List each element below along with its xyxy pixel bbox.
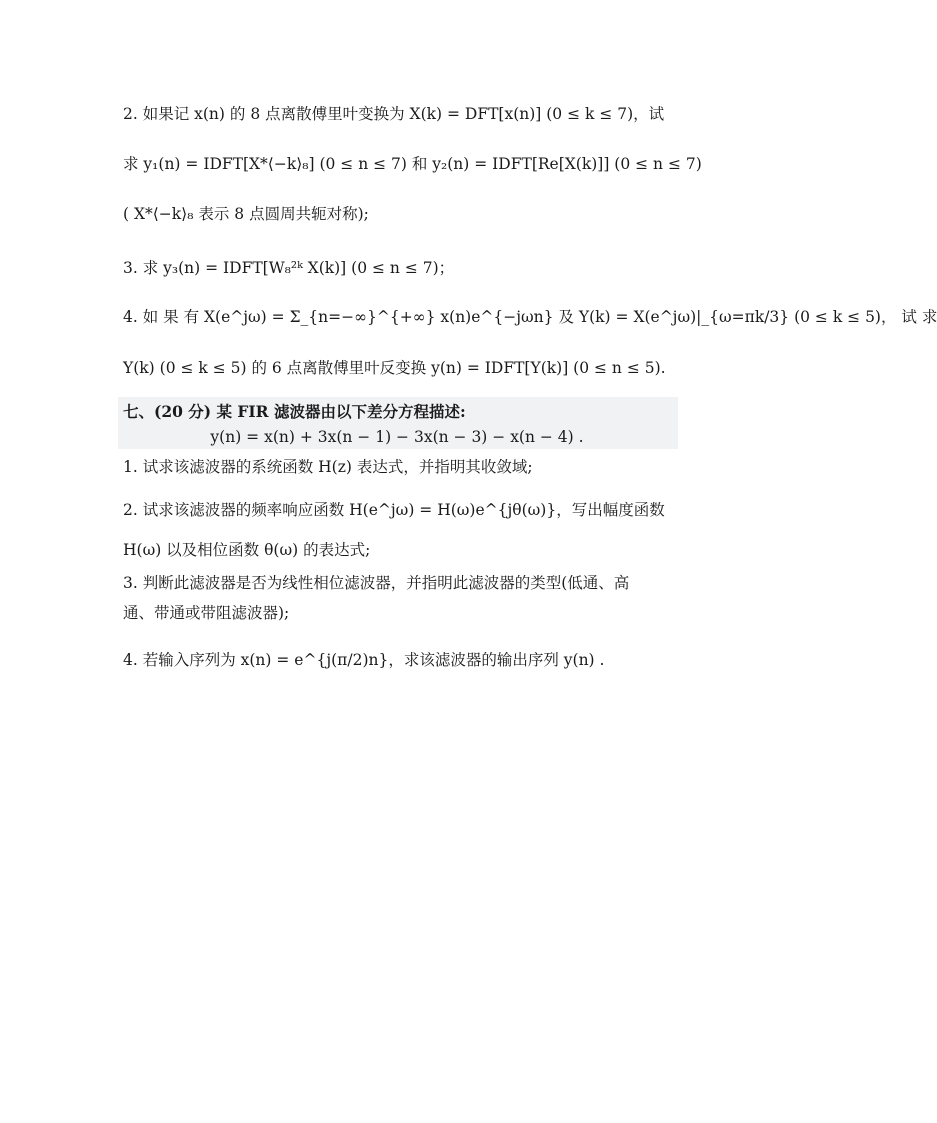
q7-part4: 4. 若输入序列为 x(n) = e^{j(π/2)n}，求该滤波器的输出序列 y(n) . (123, 651, 605, 669)
q6-part2-line2: 求 y₁(n) = IDFT[X*⟨−k⟩₈] (0 ≤ n ≤ 7) 和 y₂(n) = IDFT[Re[X(k)]] (0 ≤ n ≤ 7) (123, 155, 702, 173)
q6-part3: 3. 求 y₃(n) = IDFT[W₈²ᵏ X(k)] (0 ≤ n ≤ 7)； (123, 259, 455, 277)
q7-heading: 七、(20 分) 某 FIR 滤波器由以下差分方程描述: (123, 402, 466, 421)
q7-part2-line2: H(ω) 以及相位函数 θ(ω) 的表达式; (123, 541, 371, 559)
q7-part1: 1. 试求该滤波器的系统函数 H(z) 表达式，并指明其收敛域; (123, 458, 533, 476)
q6-part2-line3: ( X*⟨−k⟩₈ 表示 8 点圆周共轭对称); (123, 205, 369, 223)
q7-difference-equation: y(n) = x(n) + 3x(n − 1) − 3x(n − 3) − x(n − 4) . (210, 428, 584, 446)
q6-part4-line1: 4. 如 果 有 X(e^jω) = Σ_{n=−∞}^{+∞} x(n)e^{−jωn} 及 Y(k) = X(e^jω)|_{ω=πk/3} (0 ≤ k ≤ 5)， 试 求 (123, 308, 937, 326)
q7-part3-line2: 通、带通或带阻滤波器); (123, 604, 290, 622)
q6-part4-line2: Y(k) (0 ≤ k ≤ 5) 的 6 点离散傅里叶反变换 y(n) = IDFT[Y(k)] (0 ≤ n ≤ 5). (123, 359, 666, 377)
q7-part3-line1: 3. 判断此滤波器是否为线性相位滤波器，并指明此滤波器的类型(低通、高 (123, 574, 630, 592)
q6-part2-line1: 2. 如果记 x(n) 的 8 点离散傅里叶变换为 X(k) = DFT[x(n)] (0 ≤ k ≤ 7)，试 (123, 105, 665, 123)
q7-part2-line1: 2. 试求该滤波器的频率响应函数 H(e^jω) = H(ω)e^{jθ(ω)}，写出幅度函数 (123, 501, 665, 519)
